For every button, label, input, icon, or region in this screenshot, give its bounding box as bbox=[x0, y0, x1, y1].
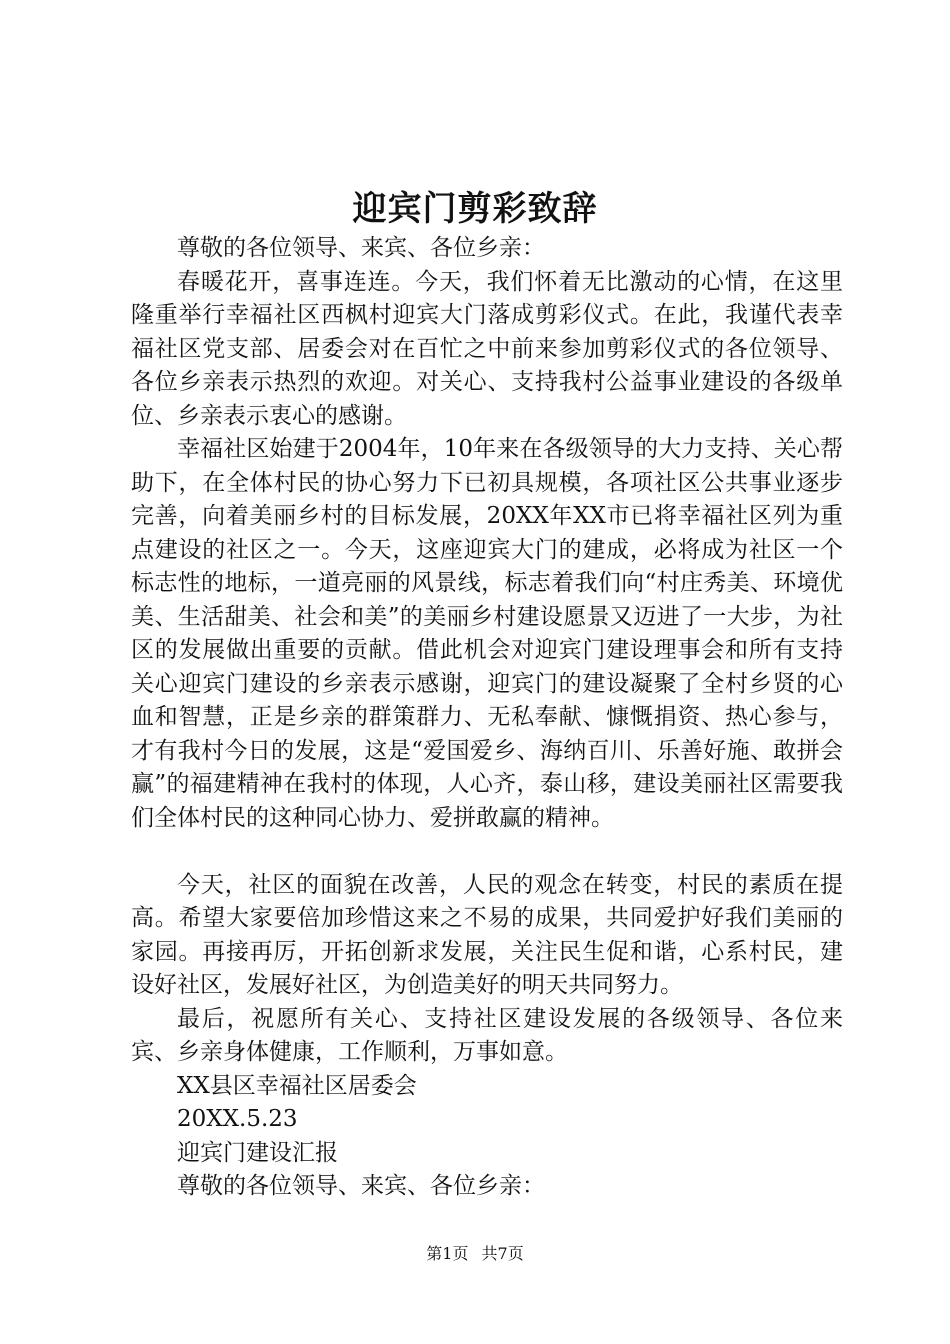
paragraph-closing: 最后，祝愿所有关心、支持社区建设发展的各级领导、各位来宾、乡亲身体健康，工作顺利，万事如意。 bbox=[131, 1005, 843, 1065]
next-section-salutation: 尊敬的各位领导、来宾、各位乡亲： bbox=[177, 1173, 545, 1199]
page-number: 第1页 bbox=[426, 1244, 469, 1263]
document-title: 迎宾门剪彩致辞 bbox=[352, 189, 598, 229]
document-body bbox=[131, 232, 843, 1204]
salutation: 尊敬的各位领导、来宾、各位乡亲： bbox=[177, 235, 545, 261]
date: 20XX.5.23 bbox=[177, 1106, 298, 1132]
paragraph-welcome: 春暖花开，喜事连连。今天，我们怀着无比激动的心情，在这里隆重举行幸福社区西枫村迎宾大门落成剪彩仪式。在此，我谨代表幸福社区党支部、居委会对在百忙之中前来参加剪彩仪式的各位领导、各位乡亲表示热烈的欢迎。对关心、支持我村公益事业建设的各级单位、乡亲表示衷心的感谢。 bbox=[131, 268, 843, 429]
next-section-title: 迎宾门建设汇报 bbox=[177, 1139, 338, 1166]
paragraph-hope: 今天，社区的面貌在改善，人民的观念在转变，村民的素质在提高。希望大家要倍加珍惜这来之不易的成果，共同爱护好我们美丽的家园。再接再厉，开拓创新求发展，关注民生促和谐，心系村民，建设好社区，发展好社区，为创造美好的明天共同努力。 bbox=[131, 871, 843, 998]
page-total: 共7页 bbox=[481, 1244, 524, 1263]
signature: XX县区幸福社区居委会 bbox=[177, 1072, 417, 1099]
page-footer bbox=[0, 1243, 950, 1265]
paragraph-history: 幸福社区始建于2004年，10年来在各级领导的大力支持、关心帮助下，在全体村民的协心努力下已初具规模，各项社区公共事业逐步完善，向着美丽乡村的目标发展，20XX年XX市已将幸福社区列为重点建设的社区之一。今天，这座迎宾大门的建成，必将成为社区一个标志性的地标，一道亮丽的风景线，标志着我们向“村庄秀美、环境优美、生活甜美、社会和美”的美丽乡村建设愿景又迈进了一大步，为社区的发展做出重要的贡献。借此机会对迎宾门建设理事会和所有支持关心迎宾门建设的乡亲表示感谢，迎宾门的建设凝聚了全村乡贤的心血和智慧，正是乡亲的群策群力、无私奉献、慷慨捐资、热心参与，才有我村今日的发展，这是“爱国爱乡、海纳百川、乐善好施、敢拼会赢”的福建精神在我村的体现，人心齐，泰山移，建设美丽社区需要我们全体村民的这种同心协力、爱拼敢赢的精神。 bbox=[131, 436, 843, 831]
